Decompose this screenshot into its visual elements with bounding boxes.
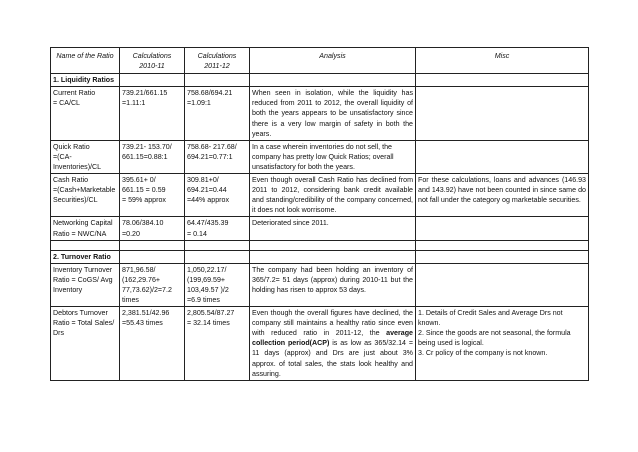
analysis-text: is as low as 365/32.14 = 11 days (approx) and Drs are just about 3% approx. of total sales, the stats look healthy and assuring. bbox=[252, 339, 413, 378]
calc-2010-11: 395.61+ 0/ 661.15 = 0.59 = 59% approx bbox=[120, 174, 185, 217]
ratio-name: Networking Capital Ratio = NWC/NA bbox=[51, 217, 120, 240]
section-row-turnover bbox=[51, 250, 589, 263]
analysis-cell: In a case wherein inventories do not sell, the company has pretty low Quick Ratios; overall unsatisfactory for both the years. bbox=[250, 140, 416, 173]
header-calc-2011-12: Calculations 2011-12 bbox=[185, 48, 250, 74]
section-title-liquidity: 1. Liquidity Ratios bbox=[51, 74, 120, 87]
ratio-analysis-table bbox=[50, 47, 589, 381]
table-row bbox=[51, 174, 589, 217]
header-misc: Misc bbox=[416, 48, 589, 74]
calc-2011-12: 2,805.54/87.27 = 32.14 times bbox=[185, 307, 250, 381]
ratio-name: Inventory Turnover Ratio = CoGS/ Avg Inventory bbox=[51, 263, 120, 306]
ratio-name: Cash Ratio =(Cash+Marketable Securities)/CL bbox=[51, 174, 120, 217]
analysis-cell: Even though overall Cash Ratio has declined from 2011 to 2012, considering bank credit available and standing/credibility of the company concerned, it does not look worrisome. bbox=[250, 174, 416, 217]
header-analysis: Analysis bbox=[250, 48, 416, 74]
calc-2010-11: 78.06/384.10 =0.20 bbox=[120, 217, 185, 240]
header-calc-2010-11: Calculations 2010-11 bbox=[120, 48, 185, 74]
blank-row bbox=[51, 240, 589, 250]
table-row bbox=[51, 307, 589, 381]
misc-cell bbox=[416, 263, 589, 306]
calc-2011-12: 758.68- 217.68/ 694.21=0.77:1 bbox=[185, 140, 250, 173]
calc-2010-11: 2,381.51/42.96 =55.43 times bbox=[120, 307, 185, 381]
section-title-turnover: 2. Turnover Ratio bbox=[51, 250, 120, 263]
misc-cell: For these calculations, loans and advances (146.93 and 143.92) have not been counted in since same do not fall under the category og marketable securities. bbox=[416, 174, 589, 217]
table-row bbox=[51, 87, 589, 140]
calc-2011-12: 758.68/694.21 =1.09:1 bbox=[185, 87, 250, 140]
calc-2010-11: 739.21- 153.70/ 661.15=0.88:1 bbox=[120, 140, 185, 173]
misc-cell bbox=[416, 87, 589, 140]
header-row bbox=[51, 48, 589, 74]
calc-2011-12: 64.47/435.39 = 0.14 bbox=[185, 217, 250, 240]
header-name: Name of the Ratio bbox=[51, 48, 120, 74]
misc-note: 3. Cr policy of the company is not known. bbox=[418, 349, 548, 358]
analysis-cell: When seen in isolation, while the liquidity has reduced from 2011 to 2012, the overall liquidity of both the years appears to be unsatisfactory since there is a very low margin of safety in both the years. bbox=[250, 87, 416, 140]
analysis-bold-term: average collection period(ACP) bbox=[252, 329, 413, 348]
misc-note: 2. Since the goods are not seasonal, the formula being used is logical. bbox=[418, 329, 571, 348]
misc-cell bbox=[416, 307, 589, 381]
analysis-cell: Deteriorated since 2011. bbox=[250, 217, 416, 240]
ratio-name: Quick Ratio =(CA- Inventories)/CL bbox=[51, 140, 120, 173]
calc-2011-12: 309.81+0/ 694.21=0.44 =44% approx bbox=[185, 174, 250, 217]
table-row bbox=[51, 140, 589, 173]
table-row bbox=[51, 263, 589, 306]
calc-2010-11: 871,96.58/ (162,29.76+ 77,73.62)/2=7.2 times bbox=[120, 263, 185, 306]
calc-2010-11: 739.21/661.15 =1.11:1 bbox=[120, 87, 185, 140]
table-row bbox=[51, 217, 589, 240]
calc-2011-12: 1,050,22.17/ (199,69.59+ 103,49.57 )/2 =6.9 times bbox=[185, 263, 250, 306]
analysis-cell bbox=[250, 307, 416, 381]
ratio-name: Current Ratio = CA/CL bbox=[51, 87, 120, 140]
misc-cell bbox=[416, 217, 589, 240]
section-row-liquidity bbox=[51, 74, 589, 87]
analysis-cell: The company had been holding an inventory of 365/7.2= 51 days (approx) during 2010-11 but the holding has risen to approx 53 days. bbox=[250, 263, 416, 306]
analysis-text: Even though the overall figures have declined, the company still maintains a healthy ratio since even with reduced ratio in 2011-12, the bbox=[252, 309, 413, 338]
misc-note: 1. Details of Credit Sales and Average Drs not known. bbox=[418, 309, 563, 328]
misc-cell bbox=[416, 140, 589, 173]
ratio-name: Debtors Turnover Ratio = Total Sales/ Drs bbox=[51, 307, 120, 381]
